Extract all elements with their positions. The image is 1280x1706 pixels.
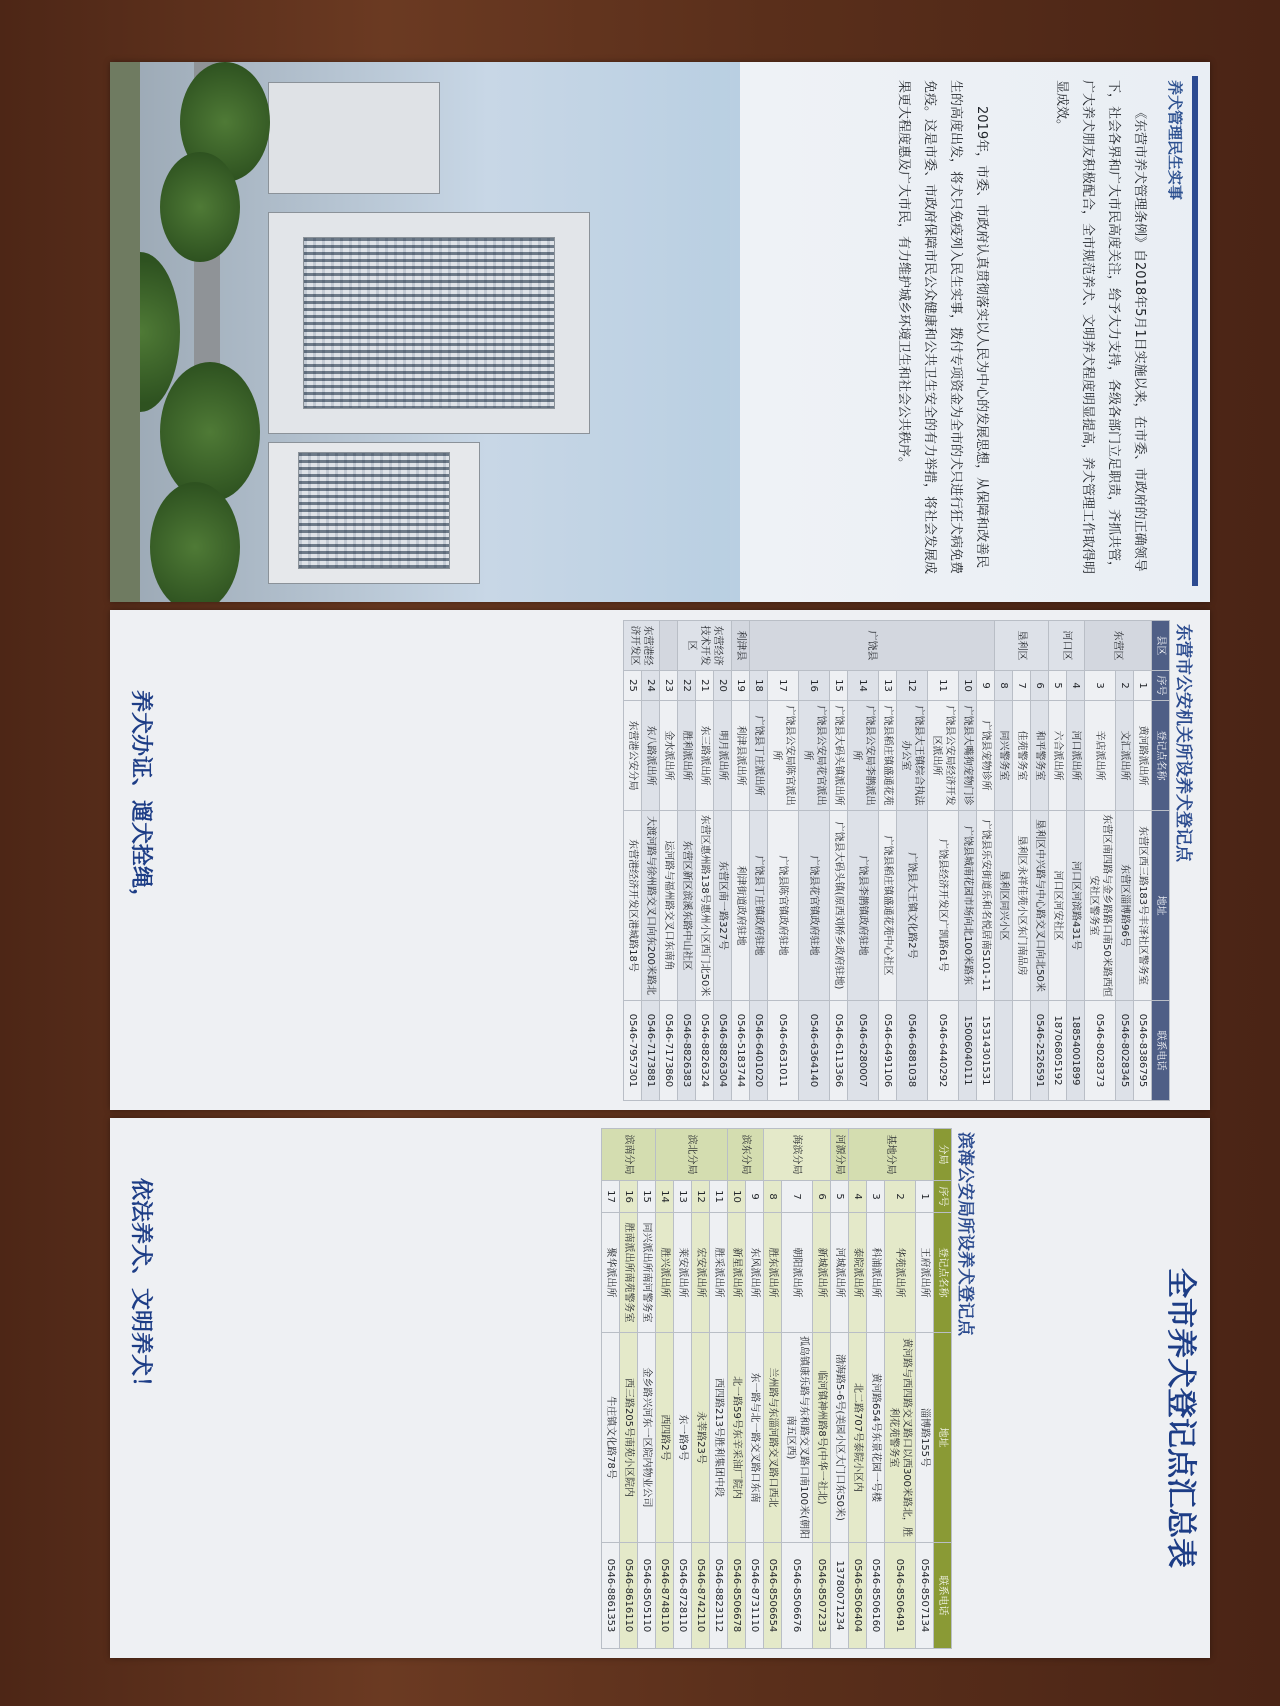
- station-name: 聚华派出所: [602, 1213, 620, 1333]
- row-number: 5: [1049, 671, 1067, 701]
- group-cell: 海滨分局: [764, 1129, 831, 1181]
- table-row: [799, 621, 830, 1101]
- table-row: [1049, 621, 1067, 1101]
- station-name: 同兴警务室: [995, 701, 1013, 811]
- row-number: 7: [782, 1181, 813, 1213]
- phone: 0546-8506160: [867, 1543, 885, 1649]
- station-name: 广饶县宠物诊所: [977, 701, 995, 811]
- address: 兰州路与东淄河路交叉路口西北: [764, 1333, 782, 1543]
- table-row: [830, 621, 848, 1101]
- slogan-right: 依法养犬、文明养犬！: [128, 1178, 153, 1399]
- table-row: [732, 621, 750, 1101]
- table-row: [678, 621, 696, 1101]
- table-row: [764, 1129, 782, 1649]
- phone: 18854001899: [1067, 1001, 1085, 1101]
- row-number: 6: [813, 1181, 831, 1213]
- address: 河口区河滨路431号: [1067, 811, 1085, 1001]
- station-name: 王府派出所: [916, 1213, 934, 1333]
- table-row: [714, 621, 732, 1101]
- column-header: 地址: [934, 1333, 952, 1543]
- row-number: 4: [849, 1181, 867, 1213]
- table-row: [642, 621, 660, 1101]
- phone: 0546-8506491: [885, 1543, 916, 1649]
- row-number: 14: [848, 671, 879, 701]
- table2-title: 滨海公安局所设养犬登记点: [955, 1132, 975, 1336]
- phone: 0546-8028345: [1116, 1001, 1134, 1101]
- station-name: 广饶县公安局经济开发区派出所: [928, 701, 959, 811]
- phone: 0546-5183744: [732, 1001, 750, 1101]
- table-row: [848, 621, 879, 1101]
- table-row: [620, 1129, 638, 1649]
- column-header: 登记点名称: [1152, 701, 1170, 811]
- phone: 0546-8742110: [692, 1543, 710, 1649]
- phone: 0546-8616110: [620, 1543, 638, 1649]
- station-name: 明月派出所: [714, 701, 732, 811]
- row-number: 13: [674, 1181, 692, 1213]
- station-name: 胜东派出所: [764, 1213, 782, 1333]
- address: 广饶县花官镇政府驻地: [799, 811, 830, 1001]
- phone: 0546-6631011: [768, 1001, 799, 1101]
- address: 北一路59号东辛采油厂院内: [728, 1333, 746, 1543]
- station-name: 辛店派出所: [1085, 701, 1116, 811]
- phone: 0546-8506678: [728, 1543, 746, 1649]
- station-name: 东风派出所: [746, 1213, 764, 1333]
- station-name: 胜利派出所: [678, 701, 696, 811]
- group-cell: [660, 621, 678, 671]
- address: 东营区新区滨溪东路中山社区: [678, 811, 696, 1001]
- station-name: 科浦派出所: [867, 1213, 885, 1333]
- phone: 0546-8506654: [764, 1543, 782, 1649]
- station-name: 利津县派出所: [732, 701, 750, 811]
- column-header: 序号: [934, 1181, 952, 1213]
- phone: 0546-6881038: [897, 1001, 928, 1101]
- row-number: 3: [1085, 671, 1116, 701]
- address: 渤海路5-6号(美园小区大门口东50米): [831, 1333, 849, 1543]
- address: 西三路205号南苑小区院内: [620, 1333, 638, 1543]
- row-number: 24: [642, 671, 660, 701]
- address: 北二路707号泰院小区内: [849, 1333, 867, 1543]
- table-row: [728, 1129, 746, 1649]
- table-row: [1067, 621, 1085, 1101]
- address: 大渡河路与徐州路交叉口向东200米路北: [642, 811, 660, 1001]
- row-number: 12: [692, 1181, 710, 1213]
- station-name: 东八路派出所: [642, 701, 660, 811]
- table-row: [1013, 621, 1031, 1101]
- row-number: 17: [602, 1181, 620, 1213]
- station-name: 同兴派出所南河警务室: [638, 1213, 656, 1333]
- intro-paragraph-2: 2019年，市委、市政府认真贯彻落实以人民为中心的发展思想，从保障和改善民生的高度出发，将犬只免疫列入民生实事，拨付专项资金为全市的犬只进行狂犬病免费免疫。这是市委、市政府保障市民公众健康和公共卫生安全的有力举措，将社会发展成果更大程度惠及广大市民，有力维护城乡环境卫生和社会公共秩序。: [896, 80, 989, 575]
- row-number: 13: [879, 671, 897, 701]
- heading-stripe: [1192, 76, 1198, 586]
- row-number: 14: [656, 1181, 674, 1213]
- phone: 0546-8748110: [656, 1543, 674, 1649]
- address: 广饶县经济开发区广凯路61号: [928, 811, 959, 1001]
- station-name: 广饶县公安局陈官派出所: [768, 701, 799, 811]
- station-name: 胜南派出所南苑警务室: [620, 1213, 638, 1333]
- group-cell: 东营区: [1085, 621, 1152, 671]
- row-number: 2: [885, 1181, 916, 1213]
- group-cell: 河口区: [1049, 621, 1085, 671]
- row-number: 7: [1013, 671, 1031, 701]
- address: 西四路2号: [656, 1333, 674, 1543]
- address: 广饶县李鹊镇政府驻地: [848, 811, 879, 1001]
- row-number: 23: [660, 671, 678, 701]
- phone: 0546-6113366: [830, 1001, 848, 1101]
- station-name: 东三路派出所: [696, 701, 714, 811]
- table-row: [885, 1129, 916, 1649]
- group-cell: 东营港经济开发区: [624, 621, 660, 671]
- phone: 0546-6491106: [879, 1001, 897, 1101]
- main-title: 全市养犬登记点汇总表: [1163, 1268, 1198, 1568]
- panel-table-1: [110, 610, 1210, 1110]
- station-name: 朝阳派出所: [782, 1213, 813, 1333]
- row-number: 11: [928, 671, 959, 701]
- table-row: [674, 1129, 692, 1649]
- table-row: [660, 621, 678, 1101]
- table2: [601, 1128, 952, 1649]
- group-cell: 东营经济技术开发区: [678, 621, 732, 671]
- station-name: 佳苑警务室: [1013, 701, 1031, 811]
- station-name: 胜兴派出所: [656, 1213, 674, 1333]
- table-row: [1085, 621, 1116, 1101]
- phone: 0546-8507134: [916, 1543, 934, 1649]
- address: 东营区淄博路96号: [1116, 811, 1134, 1001]
- station-name: 华苑派出所: [885, 1213, 916, 1333]
- table1: [623, 620, 1170, 1101]
- row-number: 6: [1031, 671, 1049, 701]
- row-number: 10: [959, 671, 977, 701]
- phone: 0546-8826383: [678, 1001, 696, 1101]
- table-row: [1031, 621, 1049, 1101]
- row-number: 11: [710, 1181, 728, 1213]
- phone: 13780071234: [831, 1543, 849, 1649]
- row-number: 2: [1116, 671, 1134, 701]
- phone: 0546-8861353: [602, 1543, 620, 1649]
- table1-title: 东营市公安机关所设养犬登记点: [1173, 624, 1193, 862]
- table-row: [959, 621, 977, 1101]
- table-row: [879, 621, 897, 1101]
- address: 广饶县大王镇文化路2号: [897, 811, 928, 1001]
- phone: 0546-6280007: [848, 1001, 879, 1101]
- address: 黄河路654号东景花园一号楼: [867, 1333, 885, 1543]
- table-row: [916, 1129, 934, 1649]
- column-header: 分局: [934, 1129, 952, 1181]
- station-name: 新城派出所: [813, 1213, 831, 1333]
- brochure-sheet: [80, 62, 1210, 1662]
- address: 东一路与北一路交叉路口东南: [746, 1333, 764, 1543]
- row-number: 25: [624, 671, 642, 701]
- address: 黄河路与西四路交叉路口以西300米路北，胜利花苑警务室: [885, 1333, 916, 1543]
- address: 永莘路23号: [692, 1333, 710, 1543]
- station-name: 广饶县大码头镇派出所: [830, 701, 848, 811]
- row-number: 18: [750, 671, 768, 701]
- group-cell: 垦利区: [995, 621, 1049, 671]
- phone: 0546-8507233: [813, 1543, 831, 1649]
- row-number: 16: [620, 1181, 638, 1213]
- table-row: [768, 621, 799, 1101]
- section-heading: 养犬管理民生实事: [1166, 80, 1184, 201]
- table-row: [1134, 621, 1152, 1101]
- table-row: [867, 1129, 885, 1649]
- phone: 15006040111: [959, 1001, 977, 1101]
- table-row: [746, 1129, 764, 1649]
- address: 淄博路155号: [916, 1333, 934, 1543]
- station-name: 东营港公安分局: [624, 701, 642, 811]
- address: 利津街道政府驻地: [732, 811, 750, 1001]
- phone: 0546-7173881: [642, 1001, 660, 1101]
- phone: 15314301531: [977, 1001, 995, 1101]
- station-name: 六合派出所: [1049, 701, 1067, 811]
- row-number: 9: [977, 671, 995, 701]
- phone: 0546-7173860: [660, 1001, 678, 1101]
- panel-intro: [110, 62, 1210, 602]
- station-name: 河城派出所: [831, 1213, 849, 1333]
- station-name: 广饶县稻庄镇盛通花苑: [879, 701, 897, 811]
- address: 河口区河安社区: [1049, 811, 1067, 1001]
- phone: 0546-8028373: [1085, 1001, 1116, 1101]
- table-row: [624, 621, 642, 1101]
- address: 广饶县乐安街道乐和名悦居南S101-11: [977, 811, 995, 1001]
- row-number: 1: [916, 1181, 934, 1213]
- table-row: [849, 1129, 867, 1649]
- address: 牛庄镇文化路78号: [602, 1333, 620, 1543]
- table-row: [813, 1129, 831, 1649]
- row-number: 3: [867, 1181, 885, 1213]
- phone: [995, 1001, 1013, 1101]
- station-name: 文汇派出所: [1116, 701, 1134, 811]
- station-name: 河口派出所: [1067, 701, 1085, 811]
- group-cell: 滨北分局: [656, 1129, 728, 1181]
- phone: 0546-8506676: [782, 1543, 813, 1649]
- table-row: [782, 1129, 813, 1649]
- row-number: 22: [678, 671, 696, 701]
- address: 广饶县稻庄镇盛通花苑中心社区: [879, 811, 897, 1001]
- intro-paragraph-1: 《东营市养犬管理条例》自2018年5月1日实施以来，在市委、市政府的正确领导下，社会各界和广大市民高度关注，给予大力支持，各级各部门立足职责，齐抓共管，广大养犬朋友积极配合，全市规范养犬、文明养犬程度明显提高，养犬管理工作取得明显成效。: [1054, 80, 1147, 575]
- row-number: 4: [1067, 671, 1085, 701]
- table-row: [710, 1129, 728, 1649]
- address: 广饶县丁庄镇政府驻地: [750, 811, 768, 1001]
- station-name: 泰院派出所: [849, 1213, 867, 1333]
- table-row: [995, 621, 1013, 1101]
- group-cell: 河源分局: [831, 1129, 849, 1181]
- table-row: [897, 621, 928, 1101]
- phone: 0546-6440292: [928, 1001, 959, 1101]
- phone: 0546-2526591: [1031, 1001, 1049, 1101]
- phone: 0546-8386795: [1134, 1001, 1152, 1101]
- address: 垦利区中兴路与中心路交叉口向北50米: [1031, 811, 1049, 1001]
- table-row: [696, 621, 714, 1101]
- phone: 0546-8826304: [714, 1001, 732, 1101]
- table-row: [638, 1129, 656, 1649]
- row-number: 16: [799, 671, 830, 701]
- table-row: [1116, 621, 1134, 1101]
- station-name: 广饶县大王镇综合执法办公室: [897, 701, 928, 811]
- column-header: 联系电话: [1152, 1001, 1170, 1101]
- phone: 0546-8826324: [696, 1001, 714, 1101]
- phone: 0546-8728110: [674, 1543, 692, 1649]
- column-header: 联系电话: [934, 1543, 952, 1649]
- station-name: 广饶县公安局李鹊派出所: [848, 701, 879, 811]
- group-cell: 基地分局: [849, 1129, 934, 1181]
- station-name: 黄河路派出所: [1134, 701, 1152, 811]
- table-row: [831, 1129, 849, 1649]
- row-number: 15: [830, 671, 848, 701]
- column-header: 登记点名称: [934, 1213, 952, 1333]
- address: 东营区西三路183号丰泽社区警务室: [1134, 811, 1152, 1001]
- station-name: 和平警务室: [1031, 701, 1049, 811]
- row-number: 19: [732, 671, 750, 701]
- phone: 0546-8731110: [746, 1543, 764, 1649]
- row-number: 8: [995, 671, 1013, 701]
- address: 孤岛镇康乐路与东和路交叉路口南100米(朝阳南五区西): [782, 1333, 813, 1543]
- phone: [1013, 1001, 1031, 1101]
- address: 临河镇神州路8号(中华一社北): [813, 1333, 831, 1543]
- station-name: 胜采派出所: [710, 1213, 728, 1333]
- group-cell: 利津县: [732, 621, 750, 671]
- station-name: 莱安派出所: [674, 1213, 692, 1333]
- station-name: 新星派出所: [728, 1213, 746, 1333]
- address: 垦利区同兴小区: [995, 811, 1013, 1001]
- building-windows: [303, 237, 555, 409]
- station-name: 广饶县丁庄派出所: [750, 701, 768, 811]
- address: 广饶县城南花园市场向北100米路东: [959, 811, 977, 1001]
- table-row: [928, 621, 959, 1101]
- table-row: [656, 1129, 674, 1649]
- table-row: [692, 1129, 710, 1649]
- row-number: 17: [768, 671, 799, 701]
- group-cell: 滨南分局: [602, 1129, 656, 1181]
- phone: 0546-8505110: [638, 1543, 656, 1649]
- station-name: 金水派出所: [660, 701, 678, 811]
- address: 广饶县陈官镇政府驻地: [768, 811, 799, 1001]
- phone: 0546-6364140: [799, 1001, 830, 1101]
- address: 东营区惠州路138号惠州小区西门北50米: [696, 811, 714, 1001]
- group-cell: 滨东分局: [728, 1129, 764, 1181]
- address: 金乡路兴河东一区院内物业公司: [638, 1333, 656, 1543]
- phone: 0546-8506404: [849, 1543, 867, 1649]
- table-row: [977, 621, 995, 1101]
- address: 东一路9号: [674, 1333, 692, 1543]
- phone: 0546-6401020: [750, 1001, 768, 1101]
- row-number: 8: [764, 1181, 782, 1213]
- column-header: 县区: [1152, 621, 1170, 671]
- phone: 0546-7957301: [624, 1001, 642, 1101]
- column-header: 地址: [1152, 811, 1170, 1001]
- address: 运河路与福州路交叉口东南角: [660, 811, 678, 1001]
- group-cell: 广饶县: [750, 621, 995, 671]
- city-building-photo: [110, 62, 740, 602]
- station-name: 广饶县大嘴狗宠物门诊: [959, 701, 977, 811]
- phone: 0546-8823112: [710, 1543, 728, 1649]
- phone: 18706805192: [1049, 1001, 1067, 1101]
- station-name: 宏安派出所: [692, 1213, 710, 1333]
- station-name: 广饶县公安局花官派出所: [799, 701, 830, 811]
- address: 东营区南四路与金乡路路口南50米路西恒安社区警务室: [1085, 811, 1116, 1001]
- row-number: 5: [831, 1181, 849, 1213]
- row-number: 9: [746, 1181, 764, 1213]
- table-row: [602, 1129, 620, 1649]
- address: 东营区南一路327号: [714, 811, 732, 1001]
- column-header: 序号: [1152, 671, 1170, 701]
- address: 西四路213号胜利集团中段: [710, 1333, 728, 1543]
- row-number: 20: [714, 671, 732, 701]
- address: 东营港经济开发区港城路18号: [624, 811, 642, 1001]
- row-number: 12: [897, 671, 928, 701]
- table-row: [750, 621, 768, 1101]
- row-number: 10: [728, 1181, 746, 1213]
- row-number: 21: [696, 671, 714, 701]
- row-number: 1: [1134, 671, 1152, 701]
- panel-table-2: [110, 1118, 1210, 1658]
- address: 垦利区永祥佳苑小区东门南品房: [1013, 811, 1031, 1001]
- row-number: 15: [638, 1181, 656, 1213]
- address: 广饶县大码头镇(原西刘桥乡政府驻地): [830, 811, 848, 1001]
- slogan-left: 养犬办证、遛犬拴绳，: [128, 690, 153, 911]
